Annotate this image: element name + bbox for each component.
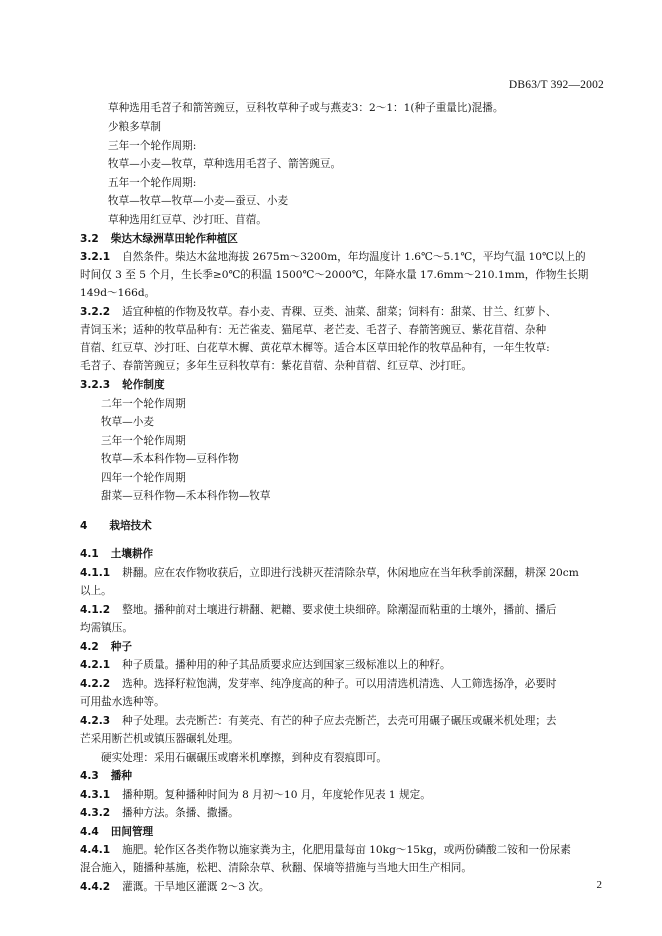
page-number: 2 xyxy=(596,879,602,891)
text-line: 均需镇压。 xyxy=(80,622,133,634)
section-heading-4-4: 4.4 田间管理 xyxy=(80,826,154,838)
text-line: 3.2.1 自然条件。柴达木盆地海拔 2675m～3200m，年均温度计 1.6℃～5.1℃，平均气温 10℃以上的 xyxy=(80,251,586,263)
section-heading-4-2: 4.2 种子 xyxy=(80,641,132,653)
text-line: 4.3.2 播种方法。条播、撒播。 xyxy=(80,807,239,819)
text-line: 草种选用红豆草、沙打旺、苜蓿。 xyxy=(108,214,267,226)
text-line: 3.2.2 适宜种植的作物及牧草。春小麦、青稞、豆类、油菜、甜菜；饲料有：甜菜、甘兰、红萝卜、 xyxy=(80,306,557,318)
text-line: 三年一个轮作周期 xyxy=(101,435,186,447)
text-line: 甜菜—豆科作物—禾本科作物—牧草 xyxy=(101,490,271,502)
text-line: 4.1.1 耕翻。应在农作物收获后，立即进行浅耕灭茬清除杂草，休闲地应在当年秋季前深翻，耕深 20cm xyxy=(80,567,579,579)
text-line: 硬实处理：采用石碾碾压或磨米机摩擦，到种皮有裂痕即可。 xyxy=(101,752,388,764)
text-line: 4.2.3 种子处理。去壳断芒：有荚壳、有芒的种子应去壳断芒，去壳可用碾子碾压或碾米机处理；去 xyxy=(80,715,557,727)
section-heading-4-1: 4.1 土壤耕作 xyxy=(80,548,154,560)
text-line: 牧草—禾本科作物—豆科作物 xyxy=(101,453,239,465)
text-line: 4.4.2 灌溉。干旱地区灌溉 2～3 次。 xyxy=(80,881,270,893)
text-line: 五年一个轮作周期: xyxy=(108,177,197,189)
text-line: 青饲玉米；适种的牧草品种有：无芒雀麦、猫尾草、老芒麦、毛苕子、春箭筈豌豆、紫花苜蓿、杂种 xyxy=(80,324,547,336)
text-line: 牧草—牧草—牧草—小麦—蚕豆、小麦 xyxy=(108,195,289,207)
text-line: 芒采用断芒机或镇压器碾轧处理。 xyxy=(80,733,239,745)
text-line: 草种选用毛苕子和箭筈豌豆，豆科牧草种子或与燕麦3：2～1：1(种子重量比)混播。 xyxy=(108,102,504,114)
text-line: 牧草—小麦 xyxy=(101,416,154,428)
document-id-header: DB63/T 392—2002 xyxy=(508,79,604,91)
text-line: 三年一个轮作周期: xyxy=(108,140,197,152)
text-line: 4.3.1 播种期。复种播种时间为 8 月初～10 月，年度轮作见表 1 规定。 xyxy=(80,789,431,801)
text-line: 时间仅 3 至 5 个月，生长季≥0℃的积温 1500℃～2000℃，年降水量 17.6mm～210.1mm，作物生长期 xyxy=(80,269,589,281)
section-heading-3-2: 3.2 柴达木绿洲草田轮作种植区 xyxy=(80,233,238,245)
text-line: 毛苕子、春箭筈豌豆；多年生豆科牧草有：紫花苜蓿、杂种苜蓿、红豆草、沙打旺。 xyxy=(80,360,472,372)
text-line: 以上。 xyxy=(80,585,112,597)
text-line: 4.2.2 选种。选择籽粒饱满，发芽率、纯净度高的种子。可以用清选机清选、人工筛选扬净，必要时 xyxy=(80,678,557,690)
text-line: 4.1.2 整地。播种前对土壤进行耕翻、耙耱、要求使土块细碎。除潮湿而粘重的土壤外，播前、播后 xyxy=(80,604,557,616)
text-line: 少粮多草制 xyxy=(108,121,161,133)
section-heading-4-3: 4.3 播种 xyxy=(80,770,132,782)
section-heading-3-2-3: 3.2.3 轮作制度 xyxy=(80,379,165,391)
text-line: 可用盐水选种等。 xyxy=(80,696,165,708)
text-line: 苜蓿、红豆草、沙打旺、白花草木樨、黄花草木樨等。适合本区草田轮作的牧草品种有，一年生牧草: xyxy=(80,342,550,354)
text-line: 4.4.1 施肥。轮作区各类作物以施家粪为主，化肥用量每亩 10kg～15kg，或两份磷酸二铵和一份尿素 xyxy=(80,844,571,856)
text-line: 4.2.1 种子质量。播种用的种子其品质要求应达到国家三级标准以上的种籽。 xyxy=(80,659,451,671)
section-heading-4: 4 栽培技术 xyxy=(80,520,152,532)
text-line: 149d～166d。 xyxy=(80,287,156,299)
text-line: 四年一个轮作周期 xyxy=(101,472,186,484)
text-line: 牧草—小麦—牧草，草种选用毛苕子、箭筈豌豆。 xyxy=(108,158,342,170)
text-line: 混合施入，随播种基施，松耙、清除杂草、秋翻、保墒等措施与当地大田生产相同。 xyxy=(80,862,472,874)
text-line: 二年一个轮作周期 xyxy=(101,398,186,410)
